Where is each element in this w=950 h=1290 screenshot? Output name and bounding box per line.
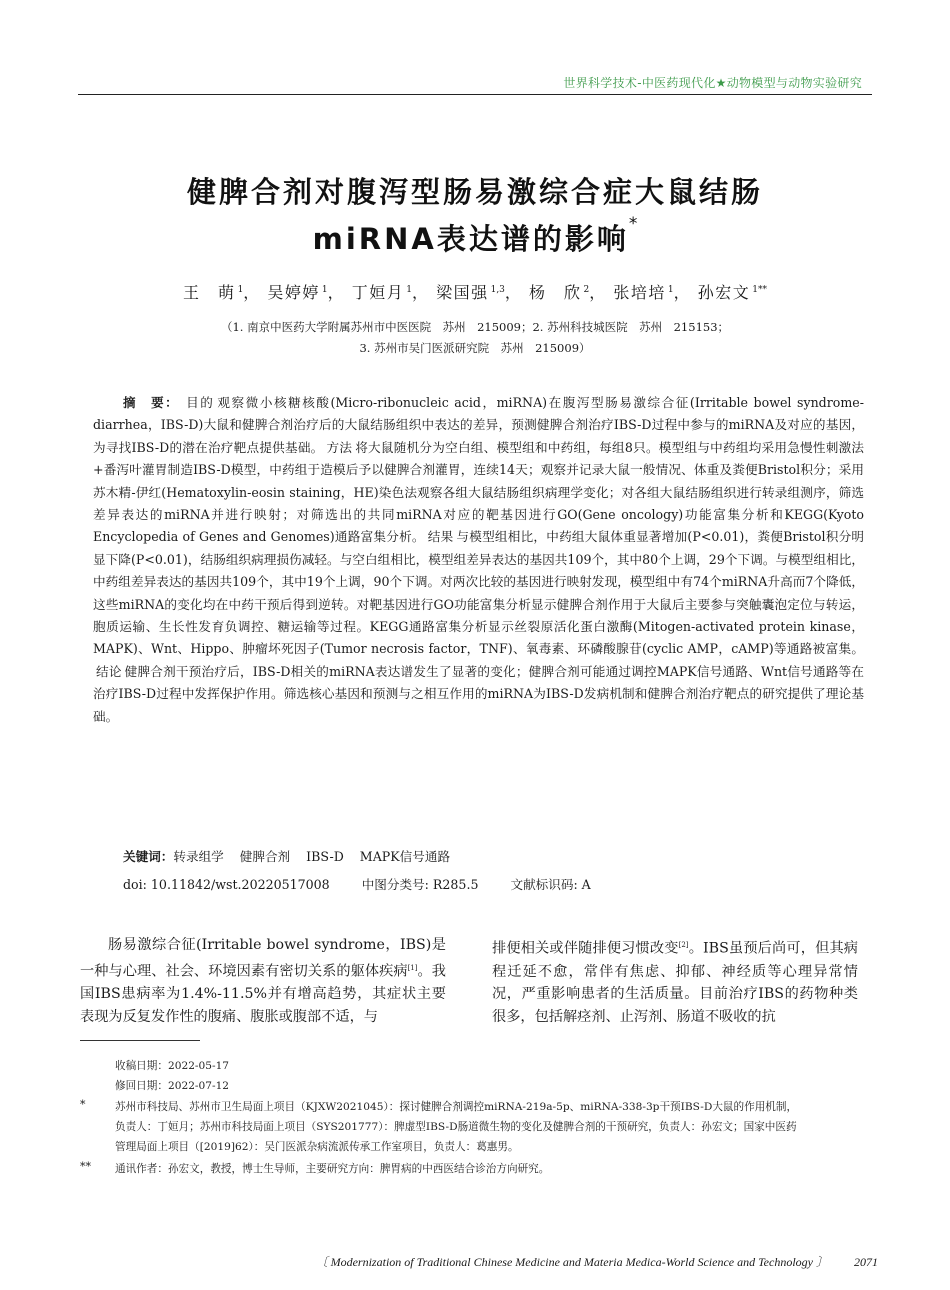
- author-name: 王 萌: [183, 283, 236, 302]
- author: [529, 283, 589, 302]
- author: [436, 283, 505, 302]
- abstract-conclusion-label: 结论: [96, 663, 122, 679]
- revised-date: 修回日期：2022-07-12: [115, 1080, 230, 1092]
- fund-line3: 管理局面上项目（[2019]62）：吴门医派杂病流派传承工作室项目，负责人：葛惠男。: [115, 1141, 519, 1153]
- author-affil-sup: 1: [321, 284, 328, 295]
- abstract-results-label: 结果: [427, 529, 454, 545]
- fund-line1: 苏州市科技局、苏州市卫生局面上项目（KJXW2021045）：探讨健脾合剂调控miRNA-219a-5p、miRNA-338-3p干预IBS-D大鼠的作用机制，: [115, 1101, 798, 1113]
- author-affil-sup: 1: [406, 284, 412, 295]
- correspondence-mark: **: [80, 1160, 91, 1173]
- keywords: [123, 846, 466, 865]
- abstract-conclusion: 健脾合剂干预治疗后，IBS-D相关的miRNA表达谱发生了显著的变化；健脾合剂可能通过调控MAPK信号通路、Wnt信号通路等在治疗IBS-D过程中发挥保护作用。筛选核心基因和预测与之相互作用的miRNA为IBS-D发病机制和健脾合剂治疗靶点的研究提供了理论基础。: [93, 663, 865, 724]
- author-affil-sup: 2: [583, 284, 590, 295]
- keyword: IBS-D: [306, 849, 344, 864]
- body-text: 排便相关或伴随排便习惯改变: [492, 940, 679, 957]
- page-footer: [316, 1253, 878, 1270]
- author-affil-sup: 1: [237, 284, 244, 295]
- abstract-objective-label: 目的: [186, 395, 215, 410]
- author: [267, 283, 327, 302]
- affiliation-line2: 3. 苏州市吴门医派研究院 苏州 215009）: [359, 341, 591, 355]
- author: [698, 283, 767, 302]
- abstract-label: 摘 要：: [123, 395, 180, 410]
- author-name: 吴婷婷: [267, 283, 320, 302]
- affiliation-line1: （1. 南京中医药大学附属苏州市中医医院 苏州 215009；2. 苏州科技城医院 苏州 215153；: [220, 320, 730, 334]
- clc-number: 中图分类号: R285.5: [361, 877, 479, 892]
- body-column-left: [80, 934, 446, 1029]
- title-line2-text: miRNA表达谱的影响: [312, 222, 629, 256]
- citation-ref[interactable]: [2]: [678, 941, 689, 949]
- keyword: 转录组学: [173, 849, 224, 864]
- keyword: 健脾合剂: [239, 849, 291, 864]
- abstract-methods-label: 方法: [326, 439, 353, 455]
- author: [183, 283, 243, 302]
- header-rule: [78, 94, 872, 95]
- journal-name: 〔 Modernization of Traditional Chinese Medicine and Materia Medica-World Science and Technology 〕: [315, 1255, 828, 1269]
- body-text: 。我国IBS患病率为1.4%-11.5%并有增高趋势，其症状主要表现为反复发作性的腹痛、腹胀或腹部不适，与: [80, 963, 446, 1026]
- author-name: 张培培: [613, 283, 666, 302]
- author-affil-sup: 1,3: [490, 284, 505, 295]
- received-date: 收稿日期：2022-05-17: [115, 1060, 230, 1072]
- body-text: 肠易激综合征(Irritable bowel syndrome，IBS)是一种与心理、社会、环境因素有密切关系的躯体疾病: [80, 937, 446, 980]
- document-code: 文献标识码: A: [510, 877, 591, 892]
- author-affil-sup: 1: [667, 284, 674, 295]
- article-title-line1: 健脾合剂对腹泻型肠易激综合症大鼠结肠: [186, 175, 763, 209]
- abstract-objective: 观察微小核糖核酸(Micro-ribonucleic acid，miRNA)在腹泻型肠易激综合征(Irritable bowel syndrome-diarrhea，IBS-D)大鼠和健脾合剂治疗后的大鼠结肠组织中表达的差异，预测健脾合剂治疗IBS-D过程中参与的miRNA及对应的基因，为寻找IBS-D的潜在治疗靶点提供基础。: [93, 395, 864, 455]
- fund-footnote-mark: *: [80, 1098, 86, 1111]
- author: [613, 283, 673, 302]
- keyword: MAPK信号通路: [359, 849, 451, 864]
- running-header: 世界科学技术-中医药现代化★动物模型与动物实验研究: [563, 76, 862, 90]
- abstract-results: 与模型组相比，中药组大鼠体重显著增加(P<0.01)，粪便Bristol积分明显下降(P<0.01)，结肠组织病理损伤减轻。与空白组相比，模型组差异表达的基因共109个，其中80个上调，29个下调。与模型组相比，中药组差异表达的基因共109个，其中19个上调，90个下调。对两次比较的基因进行映射发现，模型组中有74个miRNA升高而7个降低，这些miRNA的变化均在中药干预后得到逆转。对靶基因进行GO功能富集分析显示健脾合剂作用于大鼠后主要参与突触囊泡定位与转运，胞质运输、生长性发育负调控、糖运输等过程。KEGG通路富集分析显示丝裂原活化蛋白激酶(Mitogen-activated protein kinase，MAPK)、Wnt、Hippo、肿瘤坏死因子(Tumor necrosis factor，TNF)、氧毒素、环磷酸腺苷(cyclic AMP，cAMP)等通路被富集。: [93, 529, 865, 657]
- article-title-line2: [60, 214, 890, 258]
- article-metadata: [123, 874, 623, 893]
- author-list: 王 萌 $^1$， 吴婷婷 $^1$， 丁姮月 $^1$， 梁国强 $^{1,3}$， 杨 欣 $^2$， 张培培 $^1$， 孙宏文 $^{1**}$: [183, 283, 767, 302]
- author: [352, 283, 412, 302]
- abstract-methods: 将大鼠随机分为空白组、模型组和中药组，每组8只。模型组与中药组均采用急慢性刺激法+番泻叶灌胃制造IBS-D模型，中药组于造模后予以健脾合剂灌胃，连续14天；观察并记录大鼠一般情况、体重及粪便Bristol积分；采用苏木精-伊红(Hematoxylin-eosin staining，HE)染色法观察各组大鼠结肠组织病理学变化；对各组大鼠结肠组织进行转录组测序，筛选差异表达的miRNA并进行映射；对筛选出的共同miRNA对应的靶基因进行GO(Gene oncology)功能富集分析和KEGG(Kyoto Encyclopedia of Genes and Genomes)通路富集分析。: [93, 439, 865, 545]
- citation-ref[interactable]: [1]: [407, 963, 418, 972]
- author-name: 丁姮月: [351, 283, 405, 302]
- title-footnote-mark: *: [628, 214, 638, 234]
- body-text: 。IBS虽预后尚可，但其病程迁延不愈，常伴有焦虑、抑郁、神经质等心理异常情况，严重影响患者的生活质量。目前治疗IBS的药物种类很多，包括解痉剂、止泻剂、肠道不吸收的抗: [492, 940, 858, 1026]
- keywords-label: 关键词：: [123, 849, 174, 864]
- author-name: 杨 欣: [529, 283, 582, 302]
- footnote-rule: [80, 1040, 200, 1041]
- page-number: 2071: [854, 1255, 878, 1269]
- author-name: 孙宏文: [697, 283, 751, 302]
- author-affil-sup: 1**: [752, 284, 767, 295]
- doi: doi: 10.11842/wst.20220517008: [123, 877, 330, 892]
- abstract: [93, 392, 864, 728]
- body-column-right: [492, 934, 858, 1029]
- fund-line2: 负责人：丁姮月；苏州市科技局面上项目（SYS201777）：脾虚型IBS-D肠道微生物的变化及健脾合剂的干预研究，负责人：孙宏文；国家中医药: [115, 1121, 797, 1133]
- correspondence: 通讯作者：孙宏文，教授，博士生导师，主要研究方向：脾胃病的中西医结合诊治方向研究。: [115, 1163, 550, 1175]
- author-name: 梁国强: [436, 283, 489, 302]
